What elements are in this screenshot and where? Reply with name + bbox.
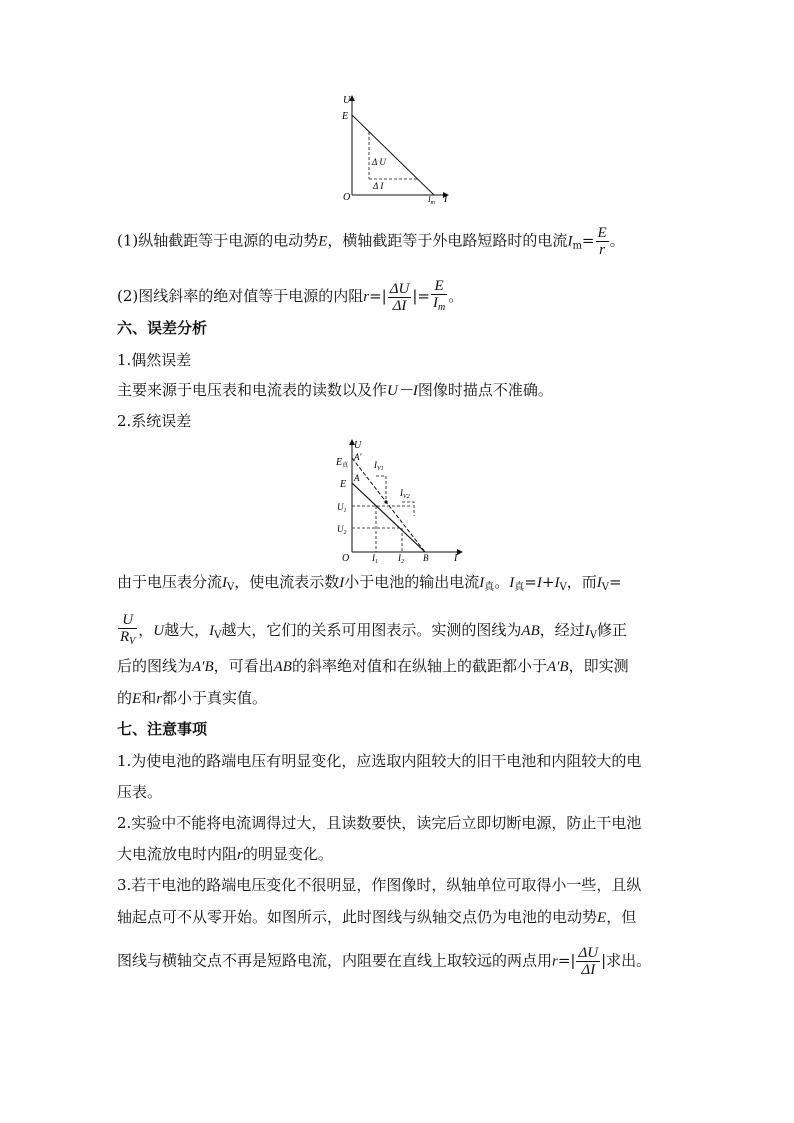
fig2-e-true-label: $E_真$ [336, 457, 349, 469]
fig2-e-label: E [340, 479, 347, 490]
fig1-delta-i-label: Δ I [373, 181, 384, 191]
data-point [384, 500, 387, 503]
iv2-bracket [402, 502, 414, 516]
u-over-rv-fraction: $\frac{U}{R_V}$ [120, 612, 136, 647]
para2-line4: 的E和r都小于真实值。 [117, 689, 268, 707]
para2-line2: $\frac{U}{R_V}$ ，U越大，$I_V$越大，它们的关系可用图表示。实测的图线为AB，经过$I_V$修正 [117, 612, 627, 650]
fig2-iv1-label: $I_{V1}$ [374, 460, 384, 472]
fig1-delta-u-label: Δ U [372, 157, 386, 167]
e-over-r-fraction: $\frac{E}{r}$ [597, 225, 607, 258]
item-1-line: (1)纵轴截距等于电源的电动势E，横轴截距等于外电路短路时的电流$I_m=$ $\frac{E}{r}$ 。 [117, 225, 625, 258]
sub-2-heading: 2.系统误差 [117, 412, 192, 430]
fig2-i1-label: $I_1$ [372, 553, 378, 564]
e-over-im-fraction: $\frac{E}{I_m}$ [432, 278, 446, 313]
para2-line1: 由于电压表分流$I_V$，使电流表示数I小于电池的输出电流$I_真$。$I_真=I+I_V$，而$I_V=$ [117, 573, 622, 593]
sub-1-heading: 1.偶然误差 [117, 351, 192, 369]
fig1-e-label: E [342, 111, 349, 122]
fig2-u-label: U [354, 440, 362, 451]
note3-line3: 图线与横轴交点不再是短路电流，内阻要在直线上取较远的两点用r=| $\frac{\Delta U}{\Delta I}$ |求出。 [117, 945, 652, 978]
note2-line2: 大电流放电时内阻r的明显变化。 [117, 845, 333, 863]
para2-line3: 后的图线为A′B，可看出AB的斜率绝对值和在纵轴上的截距都小于A′B，即实测 [117, 657, 629, 675]
u-i-line [352, 115, 434, 195]
measured-line-ab [352, 483, 425, 552]
u-i-graph-figure [338, 92, 458, 204]
note2-line1: 2.实验中不能将电流调得过大，且读数要快，读完后立即切断电源，防止干电池 [117, 814, 642, 832]
systematic-error-graph-figure [330, 436, 470, 564]
fig2-a-prime-label: A′ [354, 452, 362, 462]
iv1-bracket [376, 476, 386, 502]
fig1-i-label: I [444, 194, 448, 204]
sub-1-body: 主要来源于电压表和电流表的读数以及作U－I图像时描点不准确。 [117, 381, 553, 399]
fig1-origin-label: O [343, 192, 351, 203]
section-6-heading: 六、误差分析 [117, 319, 208, 337]
fig2-i-label: I [454, 553, 458, 564]
note1-line1: 1.为使电池的路端电压有明显变化，应选取内阻较大的旧干电池和内阻较大的电 [117, 752, 642, 770]
note3-line1: 3.若干电池的路端电压变化不很明显，作图像时，纵轴单位可取得小一些，且纵 [117, 876, 642, 894]
section-7-heading: 七、注意事项 [117, 720, 208, 738]
fig2-origin-label: O [342, 553, 350, 564]
fig2-u2-label: $U_2$ [337, 524, 347, 536]
note1-line2: 压表。 [117, 783, 163, 801]
fig1-im-label: $I_m$ [428, 195, 436, 204]
note3-line2: 轴起点可不从零开始。如图所示，此时图线与纵轴交点仍为电池的电动势E，但 [117, 908, 637, 926]
fig2-u1-label: $U_1$ [337, 502, 347, 514]
fig2-b-label: B [423, 553, 429, 563]
fig2-i2-label: $I_2$ [398, 553, 404, 564]
fig1-u-label: U [343, 95, 351, 106]
fig2-a-label: A [354, 473, 360, 483]
note3-du-over-di-fraction: $\frac{\Delta U}{\Delta I}$ [578, 945, 599, 978]
du-over-di-fraction: $\frac{\Delta U}{\Delta I}$ [389, 280, 410, 314]
fig2-iv2-label: $I_{V2}$ [400, 488, 410, 500]
item-2-line: (2)图线斜率的绝对值等于电源的内阻r=| $\frac{\Delta U}{\Delta I}$ |= $\frac{E}{I_m}$ 。 [117, 278, 463, 316]
